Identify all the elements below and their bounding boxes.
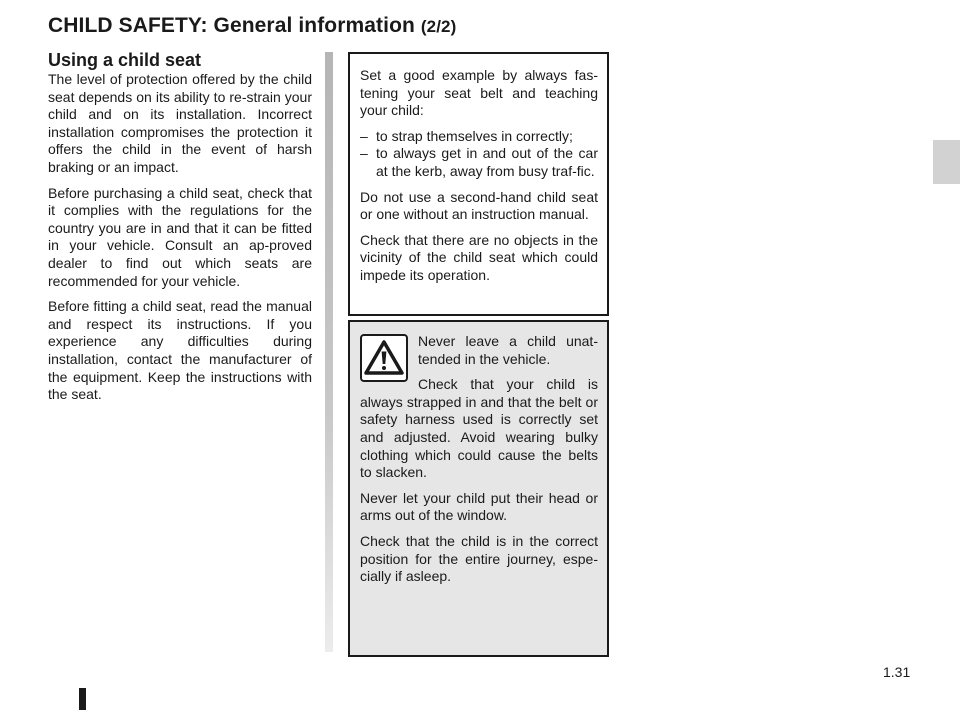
list-item bbox=[360, 145, 598, 180]
info-box bbox=[348, 52, 609, 316]
section-heading: Using a child seat bbox=[48, 50, 202, 70]
body-paragraph: Before purchasing a child seat, check that it complies with the regulations for the country you are in and that it can be fitted in your vehicle. Consult an ap-proved dealer to find out which seats are recommended for your vehicle. bbox=[48, 184, 312, 289]
warning-triangle-icon bbox=[360, 334, 408, 382]
list-item-text: to always get in and out of the car at the kerb, away from busy traf-fic. bbox=[376, 145, 598, 179]
info-list bbox=[360, 128, 598, 181]
warning-paragraph: Check that the child is in the correct position for the entire journey, espe-cially if asleep. bbox=[360, 532, 598, 585]
info-paragraph: Check that there are no objects in the vicinity of the child seat which could impede its operation. bbox=[360, 231, 598, 283]
page-part-indicator: (2/2) bbox=[420, 17, 457, 36]
dash-bullet: – bbox=[360, 145, 368, 162]
info-intro: Set a good example by always fas-tening your seat belt and teaching your child: bbox=[360, 67, 598, 119]
warning-paragraph: Never leave a child unat-tended in the vehicle. bbox=[418, 333, 598, 367]
page-title-text: CHILD SAFETY: General information bbox=[48, 14, 415, 37]
body-paragraph: Before fitting a child seat, read the manual and respect its instructions. If you experience any difficulties during installation, contact the manufacturer of the equipment. Keep the instructions with the seat. bbox=[48, 298, 312, 403]
info-paragraph: Do not use a second-hand child seat or one without an instruction manual. bbox=[360, 188, 598, 223]
margin-gradient-bar bbox=[325, 52, 333, 652]
page-number: 1.31 bbox=[883, 664, 911, 680]
list-item-text: to strap themselves in correctly; bbox=[376, 127, 573, 144]
left-column bbox=[48, 71, 312, 412]
page-title bbox=[48, 14, 456, 38]
chapter-thumb-tab bbox=[933, 140, 960, 184]
warning-paragraph: Never let your child put their head or arms out of the window. bbox=[360, 489, 598, 524]
warning-box bbox=[348, 320, 609, 657]
crop-mark bbox=[79, 688, 86, 710]
body-paragraph: The level of protection offered by the child seat depends on its ability to re-strain your child and on its installation. Incorrect installation compromises the protection it offers the child in the event of harsh braking or an impact. bbox=[48, 71, 312, 175]
dash-bullet: – bbox=[360, 127, 368, 144]
list-item bbox=[360, 128, 598, 146]
warning-paragraph: Check that your child is always strapped in and that the belt or safety harness used is correctly set and adjusted. Avoid wearing bulky clothing which could cause the belts to slacken. bbox=[360, 376, 598, 481]
